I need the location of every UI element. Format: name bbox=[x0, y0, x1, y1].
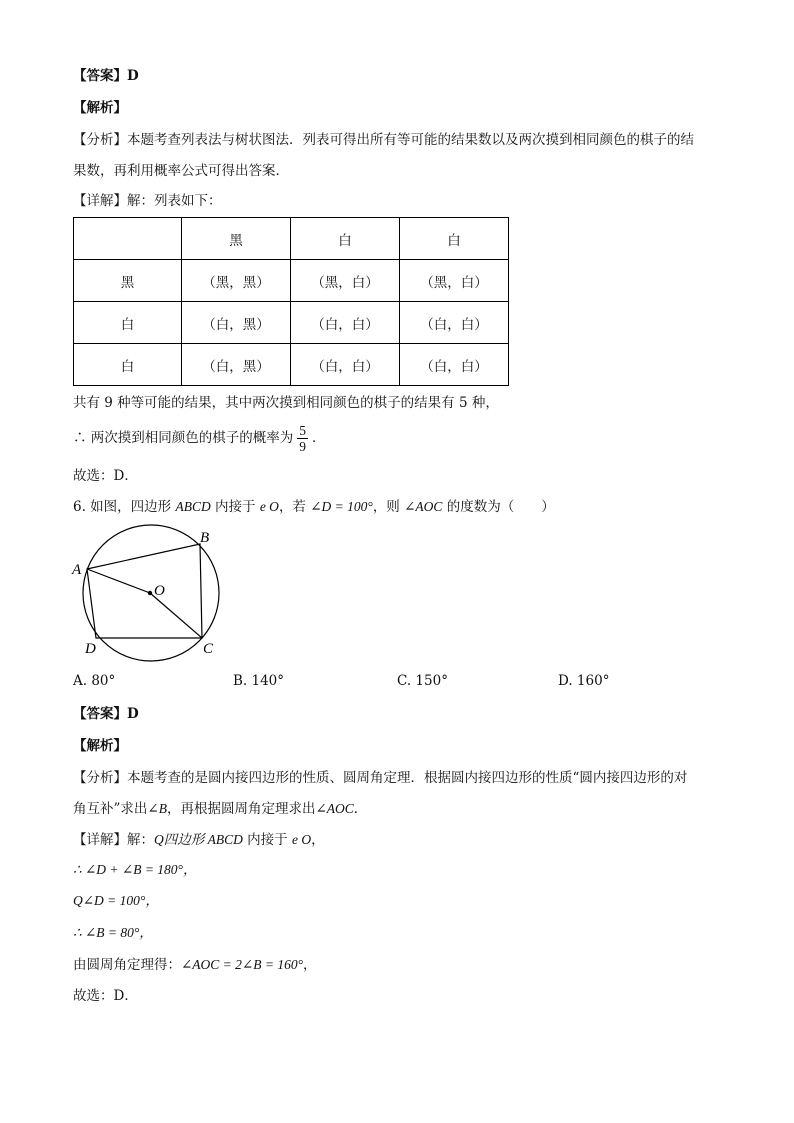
q6-question-post: 的度数为（ ） bbox=[442, 499, 555, 515]
table-cell: （白，白） bbox=[400, 344, 509, 386]
q6-analysis-heading: 【解析】 bbox=[73, 738, 127, 754]
label-b: B bbox=[200, 530, 210, 546]
table-row bbox=[74, 302, 509, 344]
q6-circle-symbol: e O bbox=[259, 499, 279, 514]
q6-detail-quad: 四边形 ABCD bbox=[163, 832, 243, 847]
q5-prob-suffix: ． bbox=[312, 430, 326, 446]
q5-analysis-heading: 【解析】 bbox=[73, 100, 127, 116]
table-header-row bbox=[74, 218, 509, 260]
since-symbol: Q bbox=[154, 832, 164, 847]
label-d: D bbox=[85, 641, 96, 657]
table-row bbox=[74, 260, 509, 302]
table-cell: （黑，白） bbox=[291, 260, 400, 302]
table-header-cell: 白 bbox=[291, 218, 400, 260]
option-b: B. 140° bbox=[233, 673, 285, 689]
table-cell: （白，黑） bbox=[182, 302, 291, 344]
q6-analysis-line2 bbox=[73, 799, 367, 819]
q6-analysis-line1: 【分析】本题考查的是圆内接四边形的性质、圆周角定理．根据圆内接四边形的性质“圆内接四边形的对 bbox=[73, 770, 688, 786]
q5-analysis-line2: 果数，再利用概率公式可得出答案． bbox=[73, 163, 289, 179]
q6-analysis-line2-mid: ，再根据圆周角定理求出 bbox=[166, 801, 316, 817]
q6-condition: ∠D = 100° bbox=[310, 499, 373, 514]
q6-target-angle: ∠AOC bbox=[404, 499, 443, 514]
angle-b: ∠B bbox=[147, 801, 167, 816]
table-header-cell bbox=[74, 218, 182, 260]
q5-analysis-line1: 【分析】本题考查列表法与树状图法．列表可得出所有等可能的结果数以及两次摸到相同颜色的棋子的结 bbox=[73, 132, 694, 148]
table-header-cell: 黑 bbox=[182, 218, 291, 260]
q6-question bbox=[73, 497, 555, 517]
q6-question-mid1: 内接于 bbox=[210, 499, 260, 515]
table-cell: （黑，黑） bbox=[182, 260, 291, 302]
q6-step4-pre: 由圆周角定理得： bbox=[73, 957, 181, 973]
table-cell: （白，白） bbox=[291, 302, 400, 344]
table-cell: （白，白） bbox=[291, 344, 400, 386]
q5-result-line: 共有 9 种等可能的结果，其中两次摸到相同颜色的棋子的结果有 5 种， bbox=[73, 395, 499, 411]
table-cell: （黑，白） bbox=[400, 260, 509, 302]
table-cell: 白 bbox=[74, 302, 182, 344]
q6-step3: ∴ ∠B = 80°， bbox=[73, 925, 153, 940]
q6-detail-pre: 【详解】解： bbox=[73, 832, 154, 848]
q6-answer: 【答案】D bbox=[73, 706, 139, 722]
outcome-table bbox=[73, 217, 509, 386]
q6-step2: Q∠D = 100°， bbox=[73, 893, 159, 908]
option-c: C. 150° bbox=[397, 673, 448, 689]
q6-quad-name: ABCD bbox=[175, 499, 211, 514]
fraction-denominator: 9 bbox=[299, 439, 307, 454]
q5-detail-intro: 【详解】解：列表如下： bbox=[73, 193, 222, 209]
table-cell: 黑 bbox=[74, 260, 182, 302]
inscribed-quadrilateral-figure bbox=[66, 522, 236, 662]
segment-oc bbox=[150, 593, 202, 638]
q6-question-mid2: ，若 bbox=[278, 499, 311, 515]
q6-detail-line bbox=[73, 830, 325, 850]
q6-detail-mid: 内接于 bbox=[242, 832, 292, 848]
table-header-cell: 白 bbox=[400, 218, 509, 260]
table-row bbox=[74, 344, 509, 386]
angle-aoc: ∠AOC bbox=[315, 801, 354, 816]
label-a: A bbox=[72, 562, 82, 578]
table-cell: 白 bbox=[74, 344, 182, 386]
q6-detail-post: ， bbox=[311, 832, 325, 848]
q6-question-pre: 6. 如图，四边形 bbox=[73, 499, 176, 515]
q6-step4-post: ， bbox=[303, 957, 317, 973]
segment-ao bbox=[87, 569, 150, 593]
q5-prob-prefix: ∴ 两次摸到相同颜色的棋子的概率为 bbox=[73, 430, 294, 446]
q6-analysis-line2-pre: 角互补”求出 bbox=[73, 801, 148, 817]
q6-step4 bbox=[73, 955, 317, 975]
q5-answer: 【答案】D bbox=[73, 68, 139, 84]
q6-step1: ∴ ∠D + ∠B = 180°， bbox=[73, 862, 197, 877]
center-point bbox=[148, 591, 152, 595]
q6-choose: 故选：D． bbox=[73, 988, 138, 1004]
q6-analysis-line2-post: ． bbox=[353, 801, 368, 817]
q5-probability-line bbox=[73, 420, 326, 456]
table-cell: （白，黑） bbox=[182, 344, 291, 386]
q6-question-mid3: ，则 bbox=[372, 499, 405, 515]
option-d: D. 160° bbox=[558, 673, 610, 689]
label-c: C bbox=[203, 641, 214, 657]
q6-step4-math: ∠AOC = 2∠B = 160° bbox=[181, 957, 303, 972]
q6-detail-circle: e O bbox=[291, 832, 312, 847]
q5-choose: 故选：D． bbox=[73, 468, 138, 484]
option-a: A. 80° bbox=[73, 673, 116, 689]
fraction-numerator: 5 bbox=[299, 423, 307, 438]
table-cell: （白，白） bbox=[400, 302, 509, 344]
probability-fraction bbox=[297, 423, 308, 454]
label-o: O bbox=[154, 583, 165, 599]
